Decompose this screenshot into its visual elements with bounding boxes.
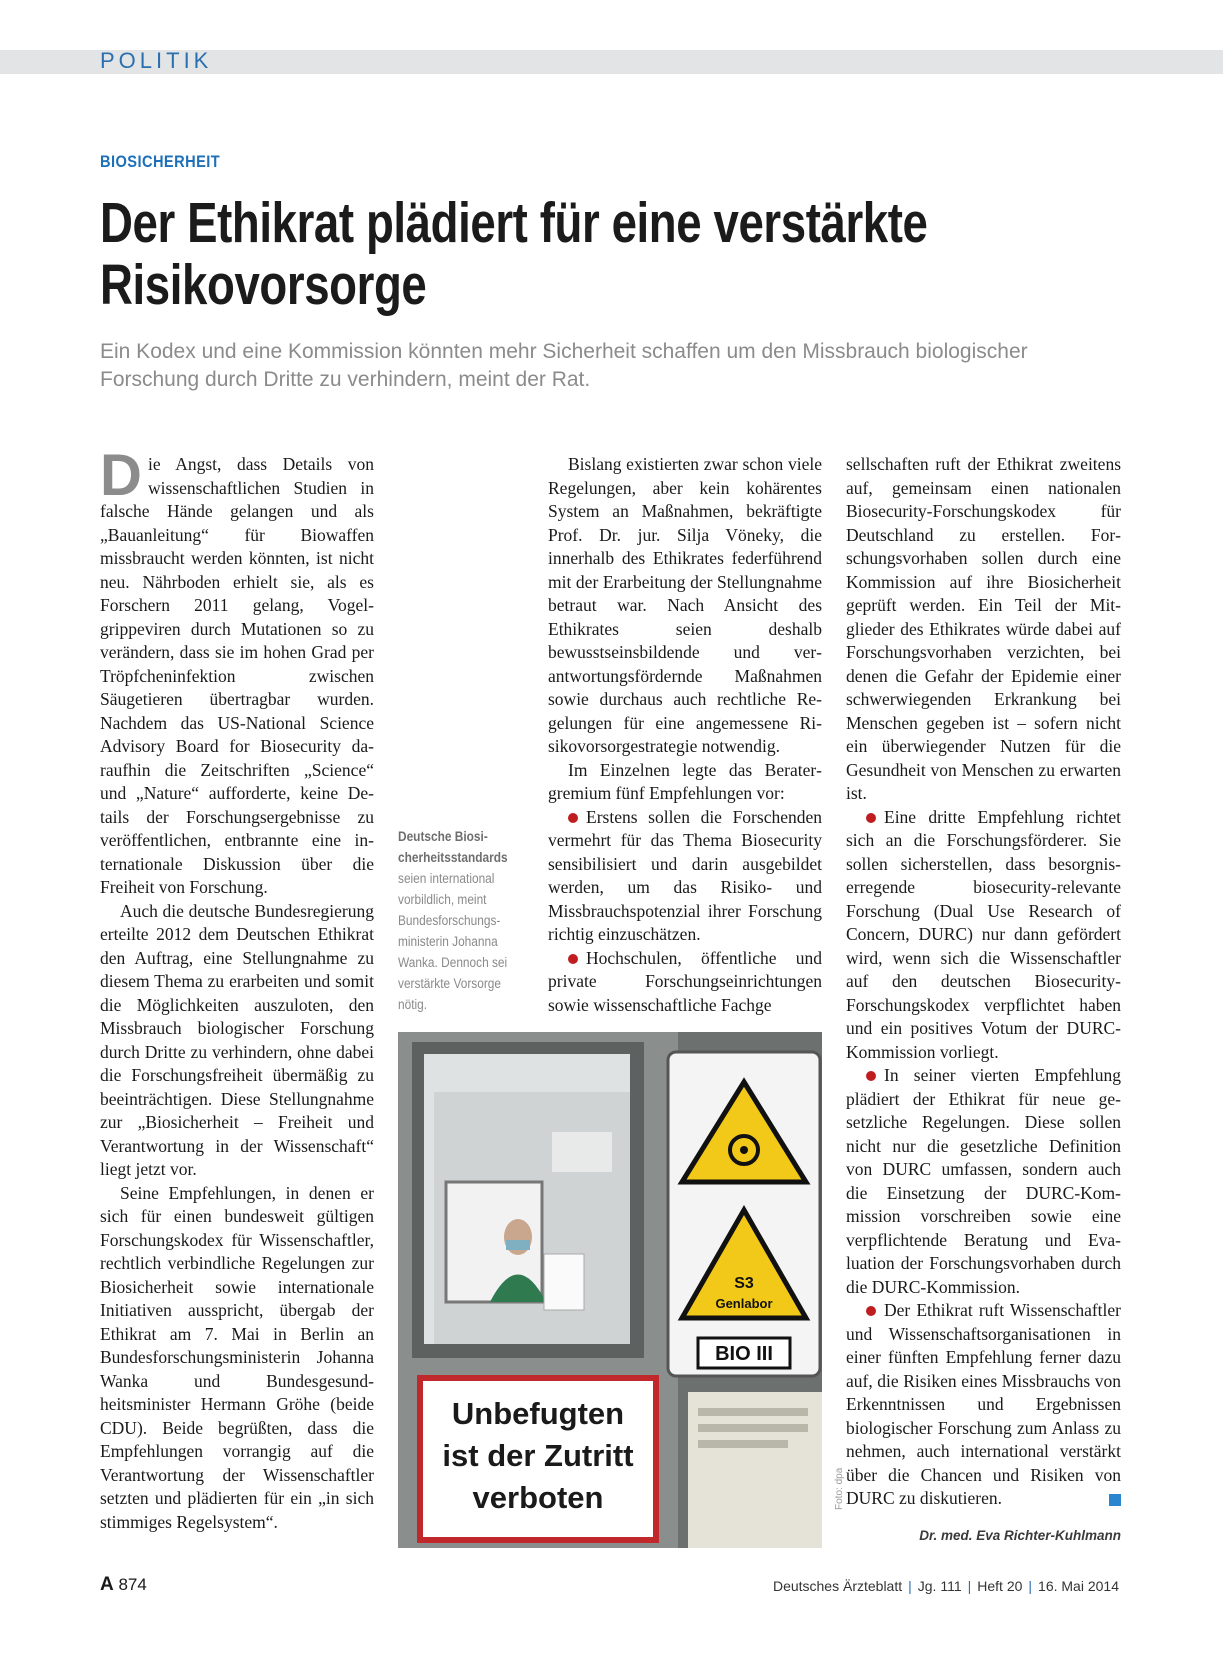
paragraph: Seine Empfehlungen, in denen er sich für einen bundesweit gültigen Forschungskodex für Wissenschaftler, rechtlich verbindliche Regelungen zur Biosicherheit sowie internationale Initiativen ausspricht, übergab der Ethikrat am 7. Mai in Berlin an Bundesforschungsministerin Johanna Wanka und Bundesgesundheitsminister Hermann Gröhe (beide CDU). Beide begrüßten, dass die Empfehlungen vorrangig auf die Verantwortung der Wissenschaftler setzten und plädierten für ein „in sich stimmiges Regelsystem“.: [100, 1182, 374, 1532]
text-column-2: [548, 453, 822, 1017]
bullet-dot-icon: [866, 1071, 876, 1081]
bullet-item: Hochschulen, öffentliche und private Forschungseinrichtungen sowie wissenschaftliche Fachge: [548, 947, 822, 1015]
genlabor-label: Genlabor: [715, 1296, 773, 1311]
section-label: POLITIK: [100, 48, 213, 73]
publication-info: [773, 1578, 1119, 1594]
paragraph: D ie Angst, dass Details von wissenschaftlichen Studien in falsche Hände gelangen und als „Bauanleitung“ für Biowaffen missbraucht werden könnten, ist nicht neu. Nährboden erhielt sie, als es Forschern 2011 gelang, Vogelgrippeviren durch Mutationen so zu verändern, dass sie im hohen Grad per Tröpfcheninfektion zwischen Säugetieren übertragbar wurden. Nachdem das US-National Science Advisory Board for Biosecurity daraufhin die Zeitschriften „Science“ und „Nature“ aufforderte, keine Details der Forschungsergebnisse zu veröffentlichen, entbrannte eine internationale Diskussion über die Freiheit von Forschung.: [100, 443, 374, 897]
sticker-line: [698, 1424, 808, 1432]
sign-line-2: ist der Zutritt: [442, 1438, 634, 1473]
page-prefix: A: [100, 1574, 114, 1595]
sticker-line: [698, 1440, 788, 1448]
bio3-label: BIO III: [715, 1343, 773, 1365]
wall-fixture: [552, 1132, 612, 1172]
bullet-item: Der Ethikrat ruft Wissenschaftler und Wissenschaftsorganisationen in einer fünften Empfehlung ferner dazu auf, die Risiken eines Missbrauchs von Erkenntnissen und Ergebnissen biologischer Forschung zum Anlass zu nehmen, auch international verstärkt über die Chancen und Risiken von DURC zu diskutieren.: [846, 1300, 1121, 1508]
bullet-dot-icon: [866, 1306, 876, 1316]
article-headline: Der Ethikrat plädiert für eine verstärkte Risikovorsorge: [100, 191, 928, 317]
page-number: [100, 1574, 147, 1596]
text-column-3: [846, 453, 1121, 1511]
photo-credit: Foto: dpa: [834, 1467, 845, 1510]
caption-text: seien international vorbildlich, meint Bundesforschungsministerin Johanna Wanka. Dennoch sei verstärkte Vorsorge nötig.: [398, 871, 508, 1012]
paragraph: sellschaften ruft der Ethikrat zweitens auf, gemeinsam einen nationalen Biosecurity-Forschungskodex für Deutschland zu erstellen. Forschungsvorhaben sollen durch eine Kommission auf ihre Biosicherheit geprüft werden. Ein Teil der Mitglieder des Ethikrates würde dabei auf Forschungsvorhaben verzichten, bei denen die Gefahr der Epidemie einer schwerwiegenden Erkrankung bei Menschen gegeben ist – sofern nicht ein überwiegender Nutzen für die Gesundheit von Menschen zu erwarten ist.: [846, 454, 1121, 803]
issue-date: 16. Mai 2014: [1038, 1578, 1119, 1594]
volume: Jg. 111: [917, 1578, 962, 1594]
article-kicker: BIOSICHERHEIT: [100, 152, 221, 171]
bullet-item: Eine dritte Empfehlung richtet sich an die Forschungsförderer. Sie sollen sicherstellen, dass besorgniserregende biosecurity-relevante Forschung (Dual Use Research of Concern, DURC) nur dann gefördert wird, wenn sich die Wissenschaftler auf den deutschen Biosecurity-Forschungskodex verpflichtet haben und ein positives Votum der DURC-Kommission vorliegt.: [846, 806, 1121, 1062]
sticker-line: [698, 1408, 808, 1416]
bullet-item: Erstens sollen die Forschenden vermehrt für das Thema Biosecurity sensibilisiert und darin ausgebildet werden, um das Risiko- und Missbrauchspotenzial ihrer Forschung richtig einzuschätzen.: [548, 806, 822, 944]
author-byline: Dr. med. Eva Richter-Kuhlmann: [919, 1528, 1121, 1543]
article-photo: [398, 1032, 822, 1548]
sign-line-3: verboten: [472, 1480, 604, 1515]
journal-name: Deutsches Ärzteblatt: [772, 1578, 903, 1594]
issue: Heft 20: [977, 1578, 1023, 1594]
paragraph: Im Einzelnen legte das Beratergremium fünf Empfehlungen vor:: [548, 759, 822, 803]
paragraph: Bislang existierten zwar schon viele Regelungen, aber kein kohärentes System an Maßnahmen, bekräftigte Prof. Dr. jur. Silja Vöneky, die innerhalb des Ethikrates federführend mit der Erarbeitung der Stellungnahme betraut war. Nach Ansicht des Ethikrates seien deshalb bewusstseinsbildende und verantwortungsfördernde Maßnahmen sowie durchaus auch rechtliche Regelungen für eine angemessene Risikovorsorgestrategie notwendig.: [548, 454, 822, 756]
end-mark-icon: [1109, 1494, 1121, 1506]
separator: |: [1028, 1578, 1033, 1594]
sign-line-1: Unbefugten: [451, 1396, 625, 1431]
s3-label: S3: [734, 1275, 754, 1292]
face-mask: [506, 1240, 530, 1250]
notice-paper: [544, 1254, 584, 1310]
page-number-value: 874: [118, 1575, 147, 1594]
bullet-dot-icon: [568, 813, 578, 823]
bullet-item: In seiner vierten Empfehlung plädiert der Ethikrat für neue gesetzliche Regelungen. Diese sollen nicht nur die gesetzliche Definition von DURC umfassen, sondern auch die Einsetzung der DURC-Kommission vorschreiben sowie eine verpflichtende Beratung und Evaluation der Forschungsvorhaben durch die DURC-Kommission.: [846, 1065, 1121, 1297]
bullet-dot-icon: [568, 954, 578, 964]
paragraph: Auch die deutsche Bundesregierung erteilte 2012 dem Deutschen Ethikrat den Auftrag, eine Stellungnahme zu diesem Thema zu erarbeiten und somit die Möglichkeiten auszuloten, den Missbrauch biologischer Forschung durch Dritte zu verhindern, ohne dabei die Forschungsfreiheit übermäßig zu beeinträchtigen. Diese Stellungnahme zur „Biosicherheit – Freiheit und Verantwortung in der Wissenschaft“ liegt jetzt vor.: [100, 900, 374, 1179]
drop-cap: D: [100, 443, 142, 508]
bullet-dot-icon: [866, 813, 876, 823]
photo-caption: [398, 826, 518, 1015]
text-column-1: [100, 443, 374, 1534]
caption-title: Deutsche Biosicherheitsstandards: [398, 829, 508, 865]
separator: |: [908, 1578, 912, 1594]
biohazard-center: [740, 1146, 748, 1154]
separator: |: [967, 1578, 972, 1594]
article-dek: Ein Kodex und eine Kommission könnten mehr Sicherheit schaffen um den Missbrauch biologischer Forschung durch Dritte zu verhindern, meint der Rat.: [100, 340, 1028, 391]
